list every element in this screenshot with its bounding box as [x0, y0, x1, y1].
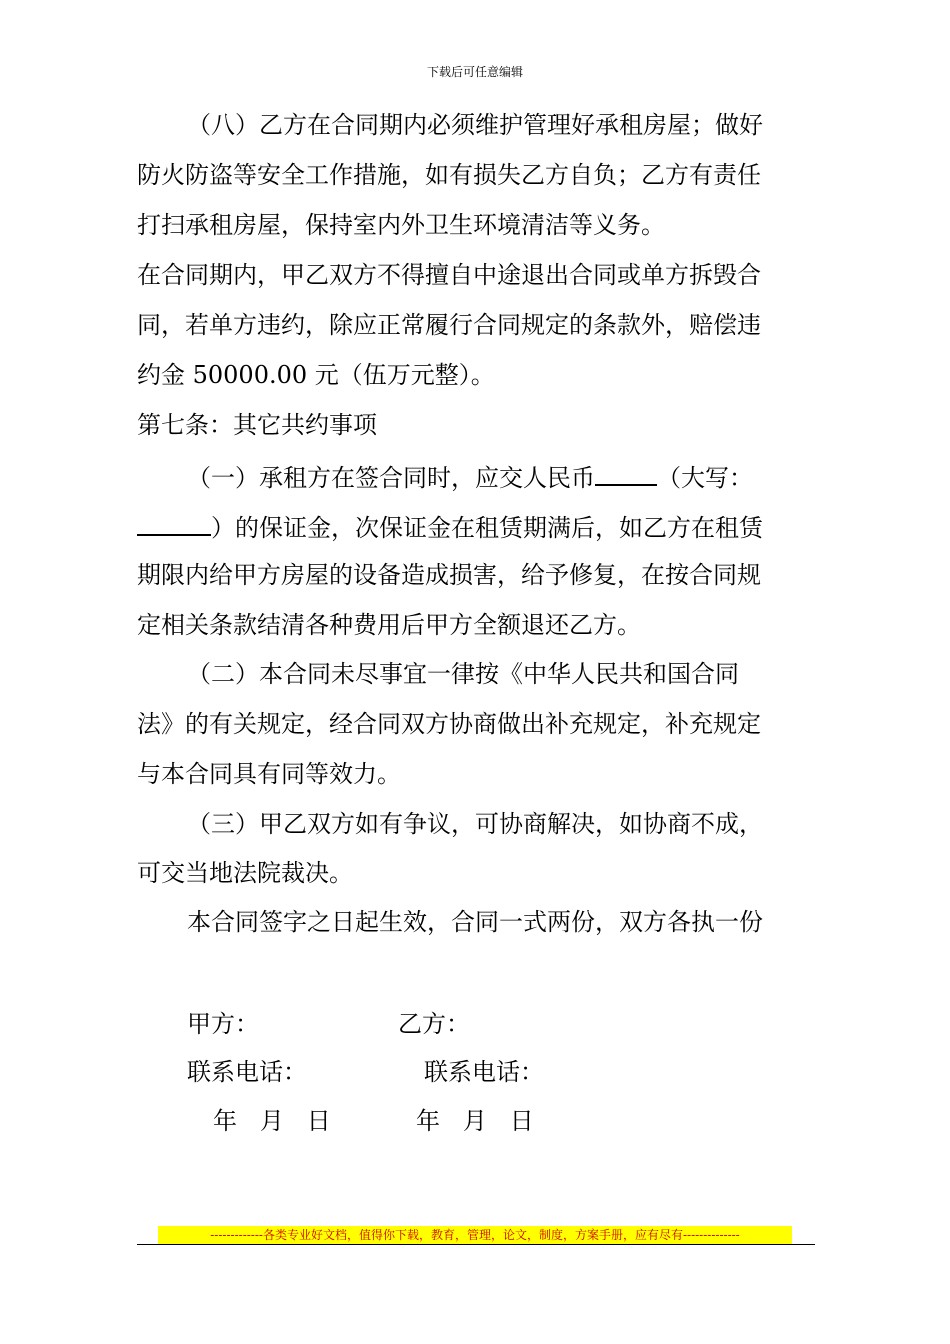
- item-1-line-2-text: ）的保证金，次保证金在租赁期满后，如乙方在租赁: [211, 514, 763, 542]
- item-1-line-1: [187, 460, 753, 493]
- article-7-title: 第七条：其它共约事项: [137, 411, 377, 439]
- party-a-label: 甲方：: [187, 1010, 259, 1038]
- breach-line-1: 在合同期内，甲乙双方不得擅自中途退出合同或单方拆毁合: [137, 261, 761, 289]
- breach-line-2: 同，若单方违约，除应正常履行合同规定的条款外，赔偿违: [137, 311, 761, 339]
- party-b-label: 乙方：: [398, 1010, 470, 1038]
- item-2-line-3: 与本合同具有同等效力。: [137, 760, 401, 788]
- item-1-line-2: [137, 510, 763, 543]
- clause-8-line-2: 防火防盗等安全工作措施，如有损失乙方自负；乙方有责任: [137, 161, 761, 189]
- party-a-phone-label: 联系电话：: [187, 1058, 307, 1086]
- footer-banner: -------------各类专业好文档，值得你下载，教育，管理，论文，制度，方案手册，应有尽有--------------: [158, 1226, 792, 1244]
- party-a-date: 年 月 日: [213, 1107, 331, 1135]
- party-b-date: 年 月 日: [416, 1107, 534, 1135]
- deposit-amount-words-blank[interactable]: [137, 510, 211, 536]
- footer-divider: [137, 1244, 815, 1245]
- page-header: 下载后可任意编辑: [426, 65, 523, 79]
- clause-8-line-1: （八）乙方在合同期内必须维护管理好承租房屋；做好: [187, 111, 763, 139]
- item-1-line-1-text-a: （一）承租方在签合同时，应交人民币: [187, 464, 595, 492]
- item-1-line-4: 定相关条款结清各种费用后甲方全额退还乙方。: [137, 611, 641, 639]
- breach-line-3: 约金 50000.00 元（伍万元整）。: [137, 361, 495, 389]
- item-1-line-1-text-b: （大写：: [657, 464, 753, 492]
- party-b-phone-label: 联系电话：: [424, 1058, 544, 1086]
- item-3-line-1: （三）甲乙双方如有争议，可协商解决，如协商不成，: [187, 810, 763, 838]
- item-2-line-1: （二）本合同未尽事宜一律按《中华人民共和国合同: [187, 660, 739, 688]
- item-1-line-3: 期限内给甲方房屋的设备造成损害，给予修复，在按合同规: [137, 561, 761, 589]
- item-3-line-2: 可交当地法院裁决。: [137, 859, 353, 887]
- effective-clause: 本合同签字之日起生效，合同一式两份，双方各执一份: [187, 908, 763, 936]
- item-2-line-2: 法》的有关规定，经合同双方协商做出补充规定，补充规定: [137, 710, 761, 738]
- clause-8-line-3: 打扫承租房屋，保持室内外卫生环境清洁等义务。: [137, 211, 665, 239]
- deposit-amount-blank[interactable]: [595, 460, 657, 486]
